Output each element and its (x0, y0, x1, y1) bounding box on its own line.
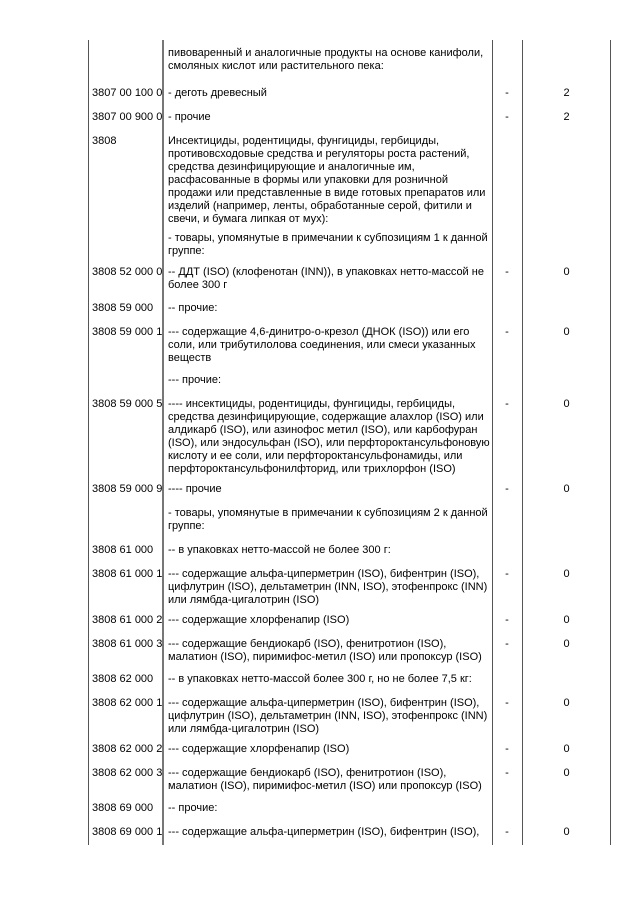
description-cell: -- прочие: (168, 802, 218, 814)
column-a-cell: - (505, 266, 509, 278)
column-a-cell: - (505, 826, 509, 838)
description-cell: ---- инсектициды, родентициды, фунгициды, гербициды, средства дезинфицирующие, содержащие алахлор (ISO) или алдикарб (ISO), или азинофос метил (ISO), или карбофуран (ISO), или эндосульфан (ISO), или перфтороктансульфоновую кислоту и ее соли, или перфтороктансульфонамиды, или перфтороктансульфонилфторид, или трихлорфон (ISO) (168, 398, 490, 475)
description-cell: - товары, упомянутые в примечании к субпозициям 1 к данной группе: (168, 232, 488, 257)
column-a-cell: - (505, 568, 509, 580)
code-cell: 3807 00 900 0 (92, 111, 163, 123)
rate-cell: 0 (563, 568, 570, 580)
code-cell: 3808 62 000 2 (92, 743, 163, 755)
code-cell: 3808 59 000 (92, 302, 154, 314)
rate-cell: 0 (563, 326, 570, 338)
column-a-cell: - (505, 483, 509, 495)
code-cell: 3808 69 000 1 (92, 826, 163, 838)
description-cell: пивоваренный и аналогичные продукты на основе канифоли, смоляных кислот или растительного пека: (168, 47, 484, 72)
rate-cell: 0 (563, 743, 570, 755)
description-cell: --- содержащие хлорфенапир (ISO) (168, 743, 350, 755)
description-cell: -- в упаковках нетто-массой более 300 г, но не более 7,5 кг: (168, 673, 472, 685)
code-cell: 3808 61 000 1 (92, 568, 163, 580)
column-a-cell: - (505, 87, 509, 99)
column-a-cell: - (505, 111, 509, 123)
table-divider-a (522, 40, 523, 845)
code-cell: 3808 62 000 (92, 673, 154, 685)
code-cell: 3808 61 000 3 (92, 638, 163, 650)
description-cell: --- содержащие 4,6-динитро-о-крезол (ДНОК (ISO)) или его соли, или трибутилолова соединения, или смеси указанных веществ (168, 326, 476, 364)
code-cell: 3807 00 100 0 (92, 87, 163, 99)
code-cell: 3808 59 000 9 (92, 483, 163, 495)
table-border-right (610, 40, 611, 845)
table-border-left (88, 40, 89, 845)
description-cell: - товары, упомянутые в примечании к субпозициям 2 к данной группе: (168, 507, 488, 532)
column-a-cell: - (505, 638, 509, 650)
code-cell: 3808 (92, 135, 117, 147)
description-cell: --- содержащие хлорфенапир (ISO) (168, 614, 350, 626)
code-cell: 3808 61 000 2 (92, 614, 163, 626)
description-cell: - прочие (168, 111, 211, 123)
description-cell: --- содержащие бендиокарб (ISO), фенитротион (ISO), малатион (ISO), пиримифос-метил (ISO) или пропоксур (ISO) (168, 767, 482, 792)
description-cell: --- содержащие альфа-циперметрин (ISO), бифентрин (ISO), (168, 826, 480, 838)
description-cell: --- содержащие альфа-циперметрин (ISO), бифентрин (ISO), цифлутрин (ISO), дельтаметрин (INN, ISO), этофенпрокс (INN) или лямбда-цигалотрин (ISO) (168, 568, 488, 606)
rate-cell: 2 (563, 87, 570, 99)
description-cell: --- содержащие бендиокарб (ISO), фенитротион (ISO), малатион (ISO), пиримифос-метил (ISO) или пропоксур (ISO) (168, 638, 482, 663)
code-cell: 3808 59 000 5 (92, 398, 163, 410)
description-cell: -- прочие: (168, 302, 218, 314)
code-cell: 3808 62 000 3 (92, 767, 163, 779)
tariff-table (88, 40, 611, 845)
column-a-cell: - (505, 326, 509, 338)
column-a-cell: - (505, 614, 509, 626)
rate-cell: 0 (563, 826, 570, 838)
code-cell: 3808 62 000 1 (92, 697, 163, 709)
column-a-cell: - (505, 743, 509, 755)
column-a-cell: - (505, 398, 509, 410)
column-a-cell: - (505, 697, 509, 709)
rate-cell: 0 (563, 483, 570, 495)
code-cell: 3808 69 000 (92, 802, 154, 814)
code-cell: 3808 52 000 0 (92, 266, 163, 278)
rate-cell: 0 (563, 767, 570, 779)
description-cell: - деготь древесный (168, 87, 267, 99)
rate-cell: 0 (563, 266, 570, 278)
column-a-cell: - (505, 767, 509, 779)
code-cell: 3808 59 000 1 (92, 326, 163, 338)
description-cell: Инсектициды, родентициды, фунгициды, гербициды, противовсходовые средства и регуляторы роста растений, средства дезинфицирующие и аналогичные им, расфасованные в формы или упаковки для розничной продажи или представленные в виде готовых препаратов или изделий (например, ленты, обработанные серой, фитили и свечи, и бумага липкая от мух): (168, 135, 486, 225)
rate-cell: 0 (563, 398, 570, 410)
description-cell: ---- прочие (168, 483, 222, 495)
rate-cell: 2 (563, 111, 570, 123)
description-cell: --- содержащие альфа-циперметрин (ISO), бифентрин (ISO), цифлутрин (ISO), дельтаметрин (INN, ISO), этофенпрокс (INN) или лямбда-цигалотрин (ISO) (168, 697, 488, 735)
rate-cell: 0 (563, 697, 570, 709)
description-cell: --- прочие: (168, 374, 222, 386)
rate-cell: 0 (563, 614, 570, 626)
rate-cell: 0 (563, 638, 570, 650)
table-divider-code (162, 40, 164, 845)
description-cell: -- ДДТ (ISO) (клофенотан (INN)), в упаковках нетто-массой не более 300 г (168, 266, 484, 291)
description-cell: -- в упаковках нетто-массой не более 300 г: (168, 544, 391, 556)
code-cell: 3808 61 000 (92, 544, 154, 556)
